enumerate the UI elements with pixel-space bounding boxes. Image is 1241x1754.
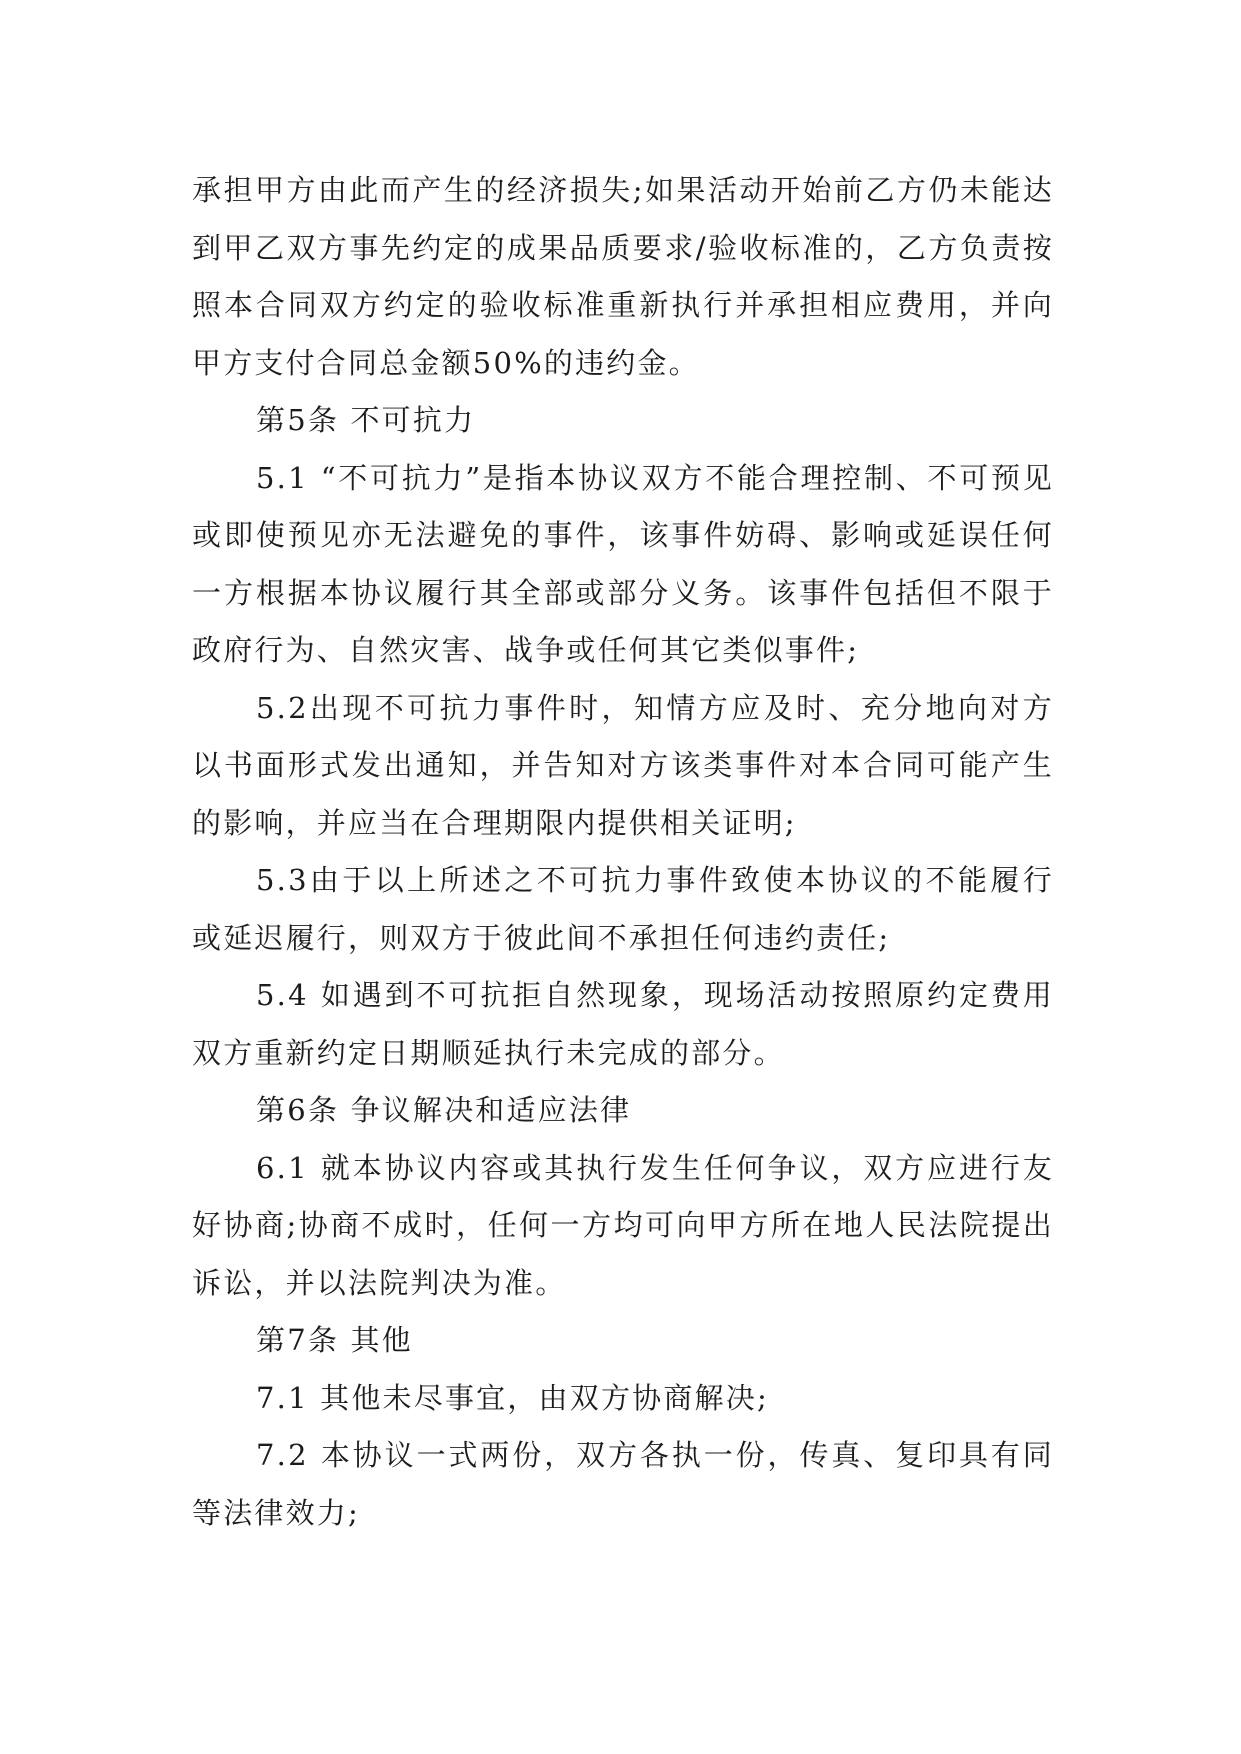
- document-body: [192, 162, 1054, 1542]
- article-7-heading: 第7条 其他: [256, 1323, 413, 1357]
- clause-6-1: 6.1 就本协议内容或其执行发生任何争议，双方应进行友好协商;协商不成时，任何一方均可向甲方所在地人民法院提出诉讼，并以法院判决为准。: [192, 1150, 1054, 1300]
- paragraph-continuation: 承担甲方由此而产生的经济损失;如果活动开始前乙方仍未能达到甲乙双方事先约定的成果品质要求/验收标准的，乙方负责按照本合同双方约定的验收标准重新执行并承担相应费用，并向甲方支付合同总金额50%的违约金。: [192, 173, 1054, 380]
- clause-7-2: 7.2 本协议一式两份，双方各执一份，传真、复印具有同等法律效力;: [192, 1438, 1054, 1530]
- clause-5-2: 5.2出现不可抗力事件时，知情方应及时、充分地向对方以书面形式发出通知，并告知对方该类事件对本合同可能产生的影响，并应当在合理期限内提供相关证明;: [192, 690, 1054, 840]
- clause-5-4: 5.4 如遇到不可抗拒自然现象，现场活动按照原约定费用双方重新约定日期顺延执行未完成的部分。: [192, 978, 1054, 1070]
- clause-7-1: 7.1 其他未尽事宜，由双方协商解决;: [256, 1380, 769, 1415]
- article-5-heading: 第5条 不可抗力: [256, 403, 476, 437]
- clause-5-1: 5.1 “不可抗力”是指本协议双方不能合理控制、不可预见或即使预见亦无法避免的事件，该事件妨碍、影响或延误任何一方根据本协议履行其全部或部分义务。该事件包括但不限于政府行为、自然灾害、战争或任何其它类似事件;: [192, 460, 1054, 667]
- clause-5-3: 5.3由于以上所述之不可抗力事件致使本协议的不能履行或延迟履行，则双方于彼此间不承担任何违约责任;: [192, 863, 1054, 955]
- article-6-heading: 第6条 争议解决和适应法律: [256, 1093, 632, 1127]
